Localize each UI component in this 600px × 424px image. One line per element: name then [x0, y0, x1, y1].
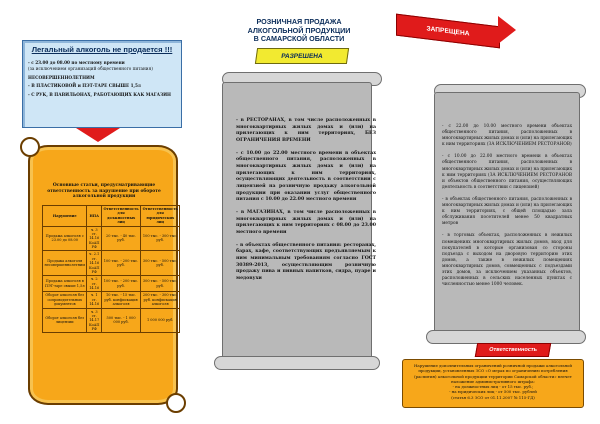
table-cell: Оборот алкоголя без лицензии	[43, 308, 87, 333]
allowed-paragraph-restaurants: - в РЕСТОРАНАХ, в том числе расположенных в многоквартирных жилых домах и (или) на прилегающих к ним территориях, БЕЗ ОГРАНИЧЕНИЯ ВРЕМЕНИ	[236, 118, 376, 144]
rule-minors-line1: НЕСОВЕРШЕННОЛЕТНИМ	[28, 74, 95, 80]
responsibility-line2: - на должностных лиц - от 15 тыс. руб.;	[452, 384, 534, 390]
rule-plastic-line1: - В ПЛАСТИКОВОЙ и ПЭТ-ТАРЕ СВЫШЕ 1,5л	[28, 83, 141, 89]
responsibility-banner: Ответственность	[475, 343, 551, 357]
table-cell: Продажа алкоголя несовершеннолетним	[43, 251, 87, 276]
rule-pavilions-line1: - С РУК, В ПАВИЛЬОНАХ, РАБОТАЮЩИХ КАК МАГАЗИН	[28, 91, 172, 97]
allowed-paragraph-catering: - с 10.00 до 22.00 местного времени в объектах общественного питания, расположенных в многоквартирных жилых домах и (или) на прилегающих к ним территориях, осуществляющих деятельность в соответствии с лицензией на розничную продажу алкогольной продукции при оказании услуг общественного питания с 10.00 до 22.00 местного времени	[236, 150, 376, 203]
legal-card-title: Легальный алкоголь не продается !!!	[31, 45, 173, 54]
legal-alcohol-card	[22, 40, 182, 128]
violations-table	[42, 205, 180, 333]
banned-banner: ЗАПРЕЩЕНА	[396, 14, 500, 49]
responsibility-line3: - на юридических лиц - от 500 тыс. рублей	[449, 389, 537, 395]
banned-text	[442, 124, 572, 294]
retail-title-line2: АЛКОГОЛЬНОЙ ПРОДУКЦИИ	[247, 25, 351, 35]
banned-paragraph-night: - с 22.00 до 10.00 местного времени объектах общественного питания, расположенных в многоквартирных жилых домах и (или) на прилегающих к ним территориях (ЗА ИСКЛЮЧЕНИЕМ РЕСТОРАНОВ)	[442, 124, 572, 148]
responsibility-box	[402, 359, 584, 408]
allowed-paragraph-shops: - в МАГАЗИНАХ, в том числе расположенных в многоквартирных жилых домах и (или) на прилегающих к ним территориях с 08.00 до 23.00 местного времени	[236, 210, 376, 236]
rule-night-line1: - с 23.00 до 08.00 по местному времени	[28, 60, 125, 66]
scroll-bottom-roll	[214, 356, 380, 370]
table-cell: ч. 2 ст. 14.16	[87, 276, 102, 292]
allowed-banner: РАЗРЕШЕНА	[255, 48, 349, 64]
table-cell: 300 тыс. - 500 тыс. руб.	[141, 276, 180, 292]
header-officials: Ответственность для должностных лиц	[103, 207, 139, 225]
allowed-text	[236, 118, 376, 289]
header-violation: Нарушение	[43, 206, 87, 227]
table-cell: ч. 1 ст. 14.16	[87, 292, 102, 308]
table-cell: Оборот алкоголя без сопроводительных документов	[43, 292, 87, 308]
table-cell: Продажа алкоголя с 23.00 до 08.00	[43, 226, 87, 251]
banned-paragraph-entrance: - в торговых объектах, расположенных в нежилых помещениях многоквартирных жилых домов, вход для покупателей в которые организован со стороны подъезда с выходом на дворовую территорию этих домов, а также в нежилых помещениях многоквартирных домов, совмещенных с подъездами этих домов, за исключением указанных объектов, расположенных в сельских населенных пунктах с численностью менее 1000 человек.	[442, 233, 572, 288]
scroll-bottom-roll	[426, 330, 586, 344]
table-cell: ч. 3 ст. 14.16 КоАП РФ	[88, 227, 100, 249]
table-row	[43, 308, 180, 333]
table-cell: 10 тыс. - 15 тыс. руб. конфискация алкоголя	[101, 292, 140, 308]
rule-night	[28, 60, 176, 71]
table-cell: 100 тыс. - 200 тыс. руб.	[101, 251, 140, 276]
table-cell: 20 тыс. - 40 тыс. руб.	[101, 226, 140, 251]
rule-night-line2: (за исключением организаций общественного питания)	[28, 65, 153, 71]
allowed-paragraph-beer: - в объектах общественного питания: ресторанах, барах, кафе, соответствующих предъявляемым к ним минимальным требованиям согласно ГОСТ 30389-2013, осуществляющим розничную продажу пива и пивных напитков, сидра, пуаре и медовухи	[236, 242, 376, 282]
table-row	[43, 226, 180, 251]
retail-title-line3: В САМАРСКОЙ ОБЛАСТИ	[253, 34, 345, 44]
table-row	[43, 251, 180, 276]
table-cell: ч. 2.1 ст. 14.16 КоАП РФ	[88, 252, 100, 274]
retail-title-line1: РОЗНИЧНАЯ ПРОДАЖА	[256, 17, 342, 26]
responsibility-line4: (статья 6.3 ЗСО от 01.11.2007 № 115-ГД)	[451, 394, 535, 400]
table-cell: 500 тыс. - 1 000 000 руб.	[101, 308, 140, 333]
table-cell: Продажа алкоголя в ПЭТ-таре свыше 1,5л	[43, 276, 87, 292]
table-cell: 1 000 000 руб.	[141, 308, 180, 333]
banned-paragraph-day: - с 10.00 до 22.00 местного времени в объектах общественного питания, расположенных в многоквартирных жилых домах и (или) на прилегающих к ним территориях (ЗА ИСКЛЮЧЕНИЕМ РЕСТОРАНОВ и объектов общественного питания, осуществляющих деятельность в соответствии с лицензией)	[442, 154, 572, 190]
table-cell: 100 тыс. - 300 тыс. руб.	[141, 226, 180, 251]
header-law: НПА	[87, 206, 102, 227]
retail-sale-title	[214, 18, 384, 44]
table-cell: 100 тыс. - 200 тыс. руб.	[101, 276, 140, 292]
right-arrow-icon	[498, 16, 516, 44]
banned-paragraph-small-hall: - в объектах общественного питания, расположенных в многоквартирных жилых домах и (или) на прилегающих к ним территориях, с общей площадью зала обслуживания посетителей менее 50 квадратных метров	[442, 196, 572, 227]
down-arrow-icon	[76, 128, 120, 142]
table-row	[43, 292, 180, 308]
rule-pavilions	[28, 92, 176, 98]
table-cell: 300 тыс. - 500 тыс. руб.	[141, 251, 180, 276]
table-cell: ч. 3 ст. 14.17 КоАП РФ	[88, 309, 100, 331]
table-cell: 200 тыс. - 300 тыс. руб. конфискация алкоголя	[141, 292, 180, 308]
rule-minors	[28, 75, 176, 81]
responsibility-line1: Нарушение дополнительных ограничений розничной продажи алкогольной продукции, установленных ЗСО «О мерах по ограничению потребления (распития) алкогольной продукции территории Самарской области» влечет наложение административного штрафа:	[414, 363, 572, 384]
violations-plaque	[28, 145, 178, 405]
rule-plastic	[28, 83, 176, 89]
table-header-row	[43, 206, 180, 227]
table-row	[43, 276, 180, 292]
plaque-title: Основные статьи, предусматривающие ответственность за нарушение при обороте алкогольной продукции	[47, 183, 161, 200]
header-legal-entities: Ответственность для юридических лиц	[142, 207, 178, 225]
